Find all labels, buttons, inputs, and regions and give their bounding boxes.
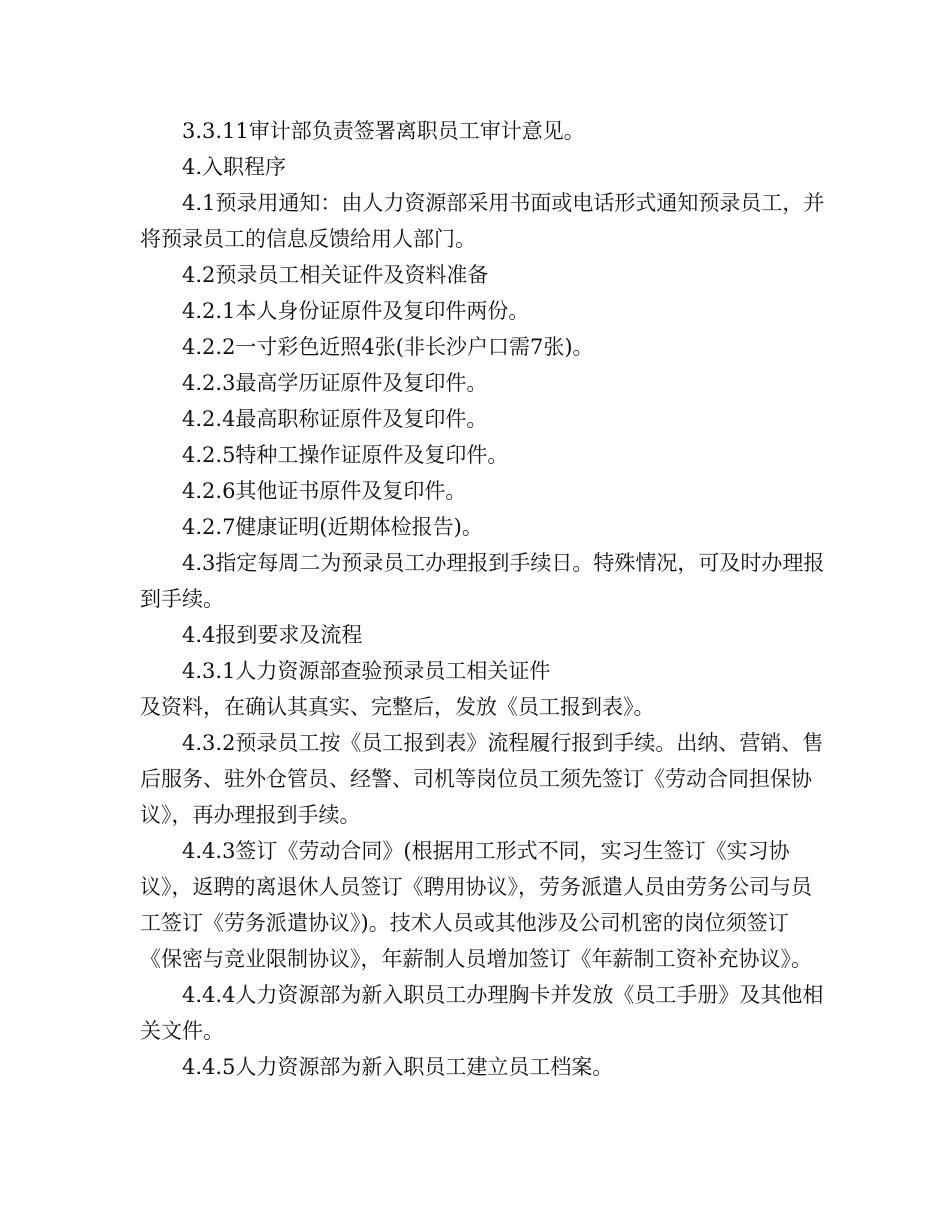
paragraph-4-3-2: 4.3.2预录员工按《员工报到表》流程履行报到手续。出纳、营销、售后服务、驻外仓管员、经警、司机等岗位员工须先签订《劳动合同担保协议》，再办理报到手续。 — [140, 731, 824, 827]
paragraph-4-4: 4.4报到要求及流程 — [182, 623, 363, 647]
paragraph-4-3-1: 4.3.1人力资源部查验预录员工相关证件 — [182, 659, 551, 683]
paragraph-4-3-1-continued: 及资料，在确认其真实、完整后，发放《员工报到表》。 — [140, 695, 655, 719]
paragraph-4-1: 4.1预录用通知：由人力资源部采用书面或电话形式通知预录员工，并将预录员工的信息反馈给用人部门。 — [140, 191, 825, 251]
paragraph-4-2-2: 4.2.2一寸彩色近照4张(非长沙户口需7张)。 — [182, 335, 594, 359]
paragraph-4-4-3: 4.4.3签订《劳动合同》(根据用工形式不同，实习生签订《实习协议》，返聘的离退休人员签订《聘用协议》，劳务派遣人员由劳务公司与员工签订《劳务派遣协议》)。技术人员或其他涉及公司机密的岗位须签订《保密与竞业限制协议》，年薪制人员增加签订《年薪制工资补充协议》。 — [140, 839, 812, 971]
paragraph-3-3-11: 3.3.11审计部负责签署离职员工审计意见。 — [182, 119, 585, 143]
paragraph-4-4-4: 4.4.4人力资源部为新入职员工办理胸卡并发放《员工手册》及其他相关文件。 — [140, 983, 824, 1043]
paragraph-4-2-1: 4.2.1本人身份证原件及复印件两份。 — [182, 299, 530, 323]
paragraph-4-2-5: 4.2.5特种工操作证原件及复印件。 — [182, 443, 509, 467]
paragraph-4-4-5: 4.4.5人力资源部为新入职员工建立员工档案。 — [182, 1055, 614, 1079]
paragraph-4-2-3: 4.2.3最高学历证原件及复印件。 — [182, 371, 488, 395]
paragraph-4-2-4: 4.2.4最高职称证原件及复印件。 — [182, 407, 488, 431]
heading-onboarding-procedure: 4.入职程序 — [182, 155, 287, 179]
paragraph-4-2-6: 4.2.6其他证书原件及复印件。 — [182, 479, 467, 503]
document-body — [140, 113, 830, 1085]
paragraph-4-2: 4.2预录员工相关证件及资料准备 — [182, 263, 489, 287]
paragraph-4-2-7: 4.2.7健康证明(近期体检报告)。 — [182, 515, 483, 539]
paragraph-4-3: 4.3指定每周二为预录员工办理报到手续日。特殊情况，可及时办理报到手续。 — [140, 551, 825, 611]
